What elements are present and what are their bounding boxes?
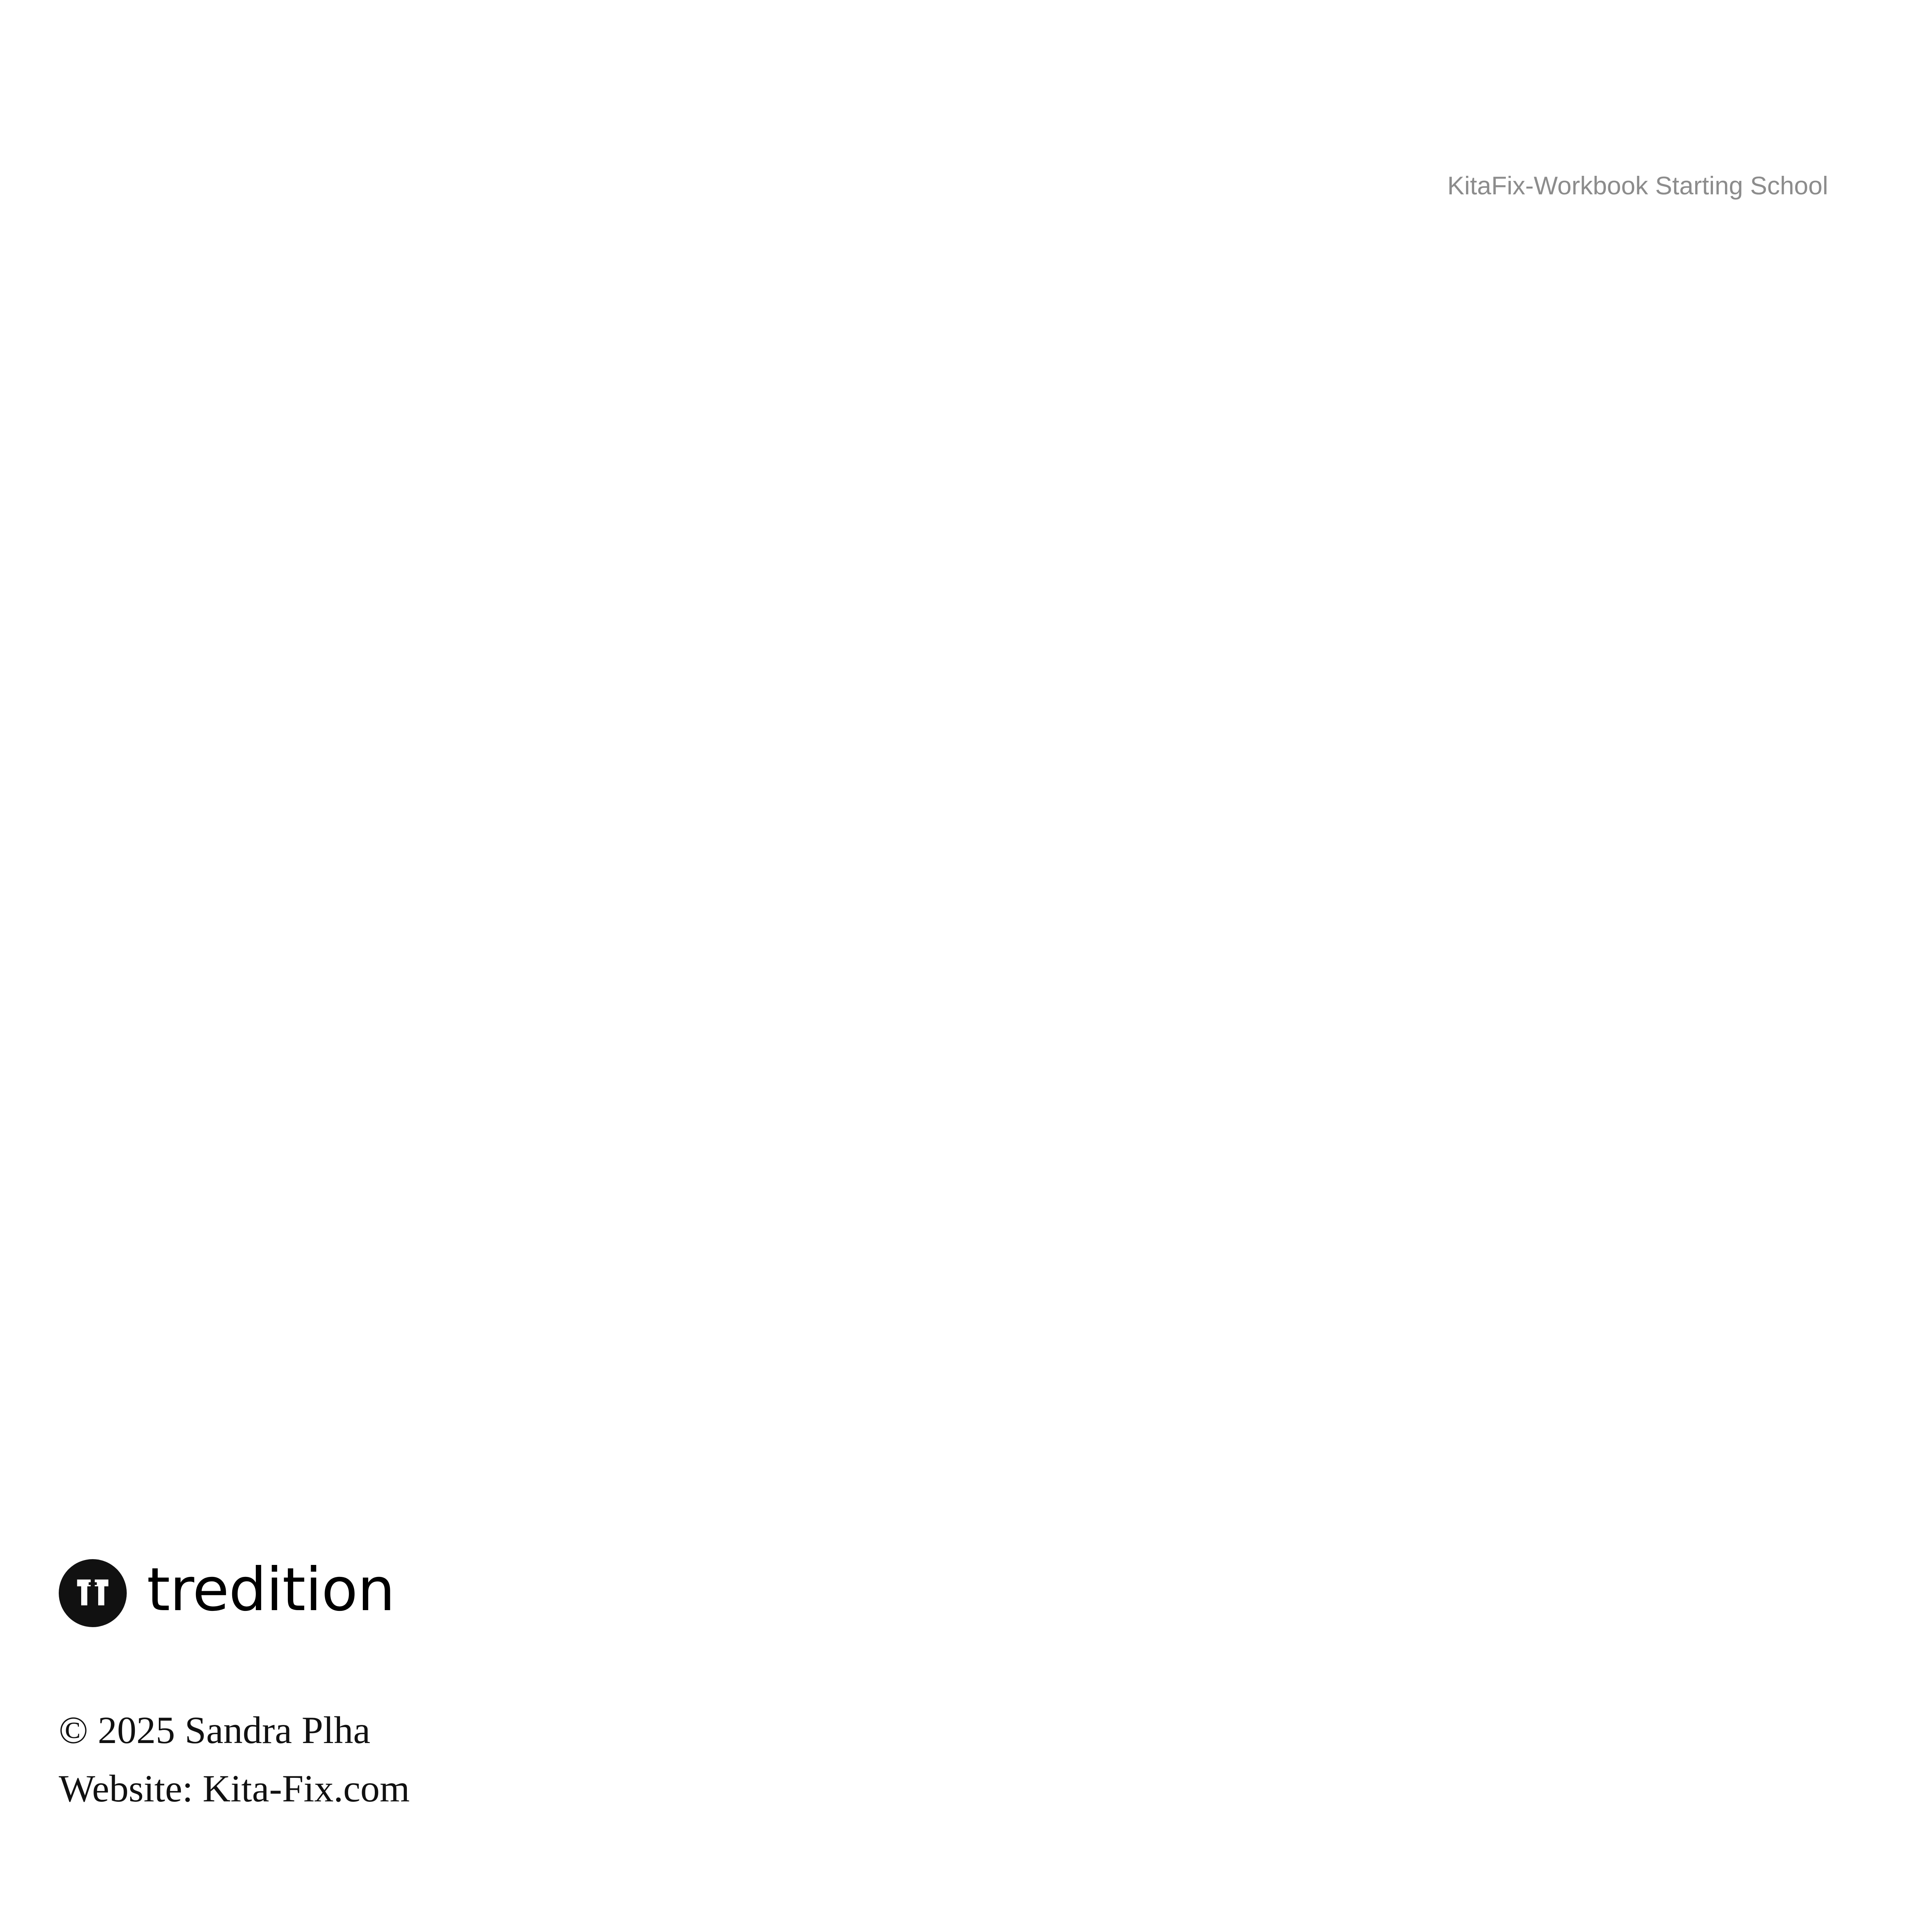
copyright-block bbox=[59, 1701, 410, 1818]
running-header: KitaFix-Workbook Starting School bbox=[1447, 171, 1828, 200]
copyright-line: © 2025 Sandra Plha bbox=[59, 1709, 371, 1752]
website-line: Website: Kita-Fix.com bbox=[59, 1767, 410, 1810]
publisher-wordmark: tredition bbox=[147, 1555, 395, 1624]
tredition-logo-icon bbox=[59, 1559, 127, 1627]
publisher-logo bbox=[59, 1555, 395, 1627]
